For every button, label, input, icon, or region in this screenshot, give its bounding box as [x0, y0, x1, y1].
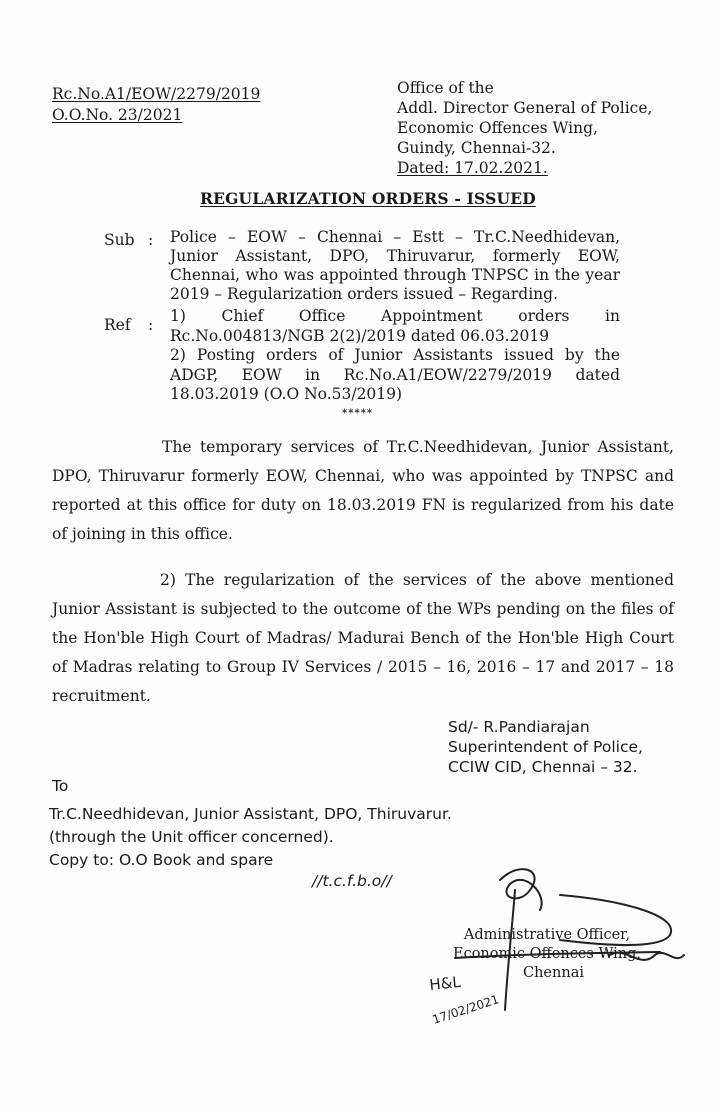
reference-item-2: 2) Posting orders of Junior Assistants issued by the ADGP, EOW in Rc.No.A1/EOW/2279/2019 dated 18.03.2019 (O.O No.53/2019)	[170, 346, 620, 403]
attestation-line: Economic Offences Wing,	[453, 946, 641, 962]
office-line: Addl. Director General of Police,	[397, 99, 653, 117]
handwritten-date: 17/02/2021	[430, 992, 501, 1027]
ref1-word: 1)	[170, 307, 186, 325]
office-order-number: O.O.No. 23/2021	[52, 106, 183, 124]
subject-text: Police – EOW – Chennai – Estt – Tr.C.Needhidevan, Junior Assistant, DPO, Thiruvarur, formerly EOW, Chennai, who was appointed through TNPSC in the year 2019 – Regularization orders issued – Regarding.	[170, 228, 620, 303]
recipient-addressee: Tr.C.Needhidevan, Junior Assistant, DPO, Thiruvarur.	[49, 805, 452, 823]
signature-loop	[560, 895, 671, 945]
recipient-through: (through the Unit officer concerned).	[49, 828, 334, 846]
reference-item-1-line2: Rc.No.004813/NGB 2(2)/2019 dated 06.03.2019	[170, 326, 550, 345]
subject-label: Sub	[104, 231, 135, 249]
body-paragraph: 2) The regularization of the services of the above mentioned Junior Assistant is subjected to the outcome of the WPs pending on the files of the Hon'ble High Court of Madras/ Madurai Bench of the Hon'ble High Court of Madras relating to Group IV Services / 2015 – 16, 2016 – 17 and 2017 – 18 recruitment.	[52, 571, 674, 705]
attestation-line: Administrative Officer,	[463, 927, 631, 943]
office-line: Guindy, Chennai-32.	[397, 139, 556, 157]
signatory-designation: Superintendent of Police,	[448, 738, 643, 756]
ref1-word: Chief	[221, 307, 264, 325]
true-copy-mark: //t.c.f.b.o//	[312, 872, 392, 890]
dated-line: Dated: 17.02.2021.	[397, 159, 548, 177]
attestation-line: Chennai	[523, 965, 584, 981]
ref1-word: orders	[518, 307, 570, 325]
copy-to: Copy to: O.O Book and spare	[49, 851, 274, 869]
reference-number: Rc.No.A1/EOW/2279/2019	[52, 85, 261, 103]
signatory-office: CCIW CID, Chennai – 32.	[448, 758, 638, 776]
signature-flourish	[610, 953, 684, 960]
signature-stem	[505, 890, 515, 1010]
separator-stars: *****	[342, 408, 374, 419]
reference-label: Ref	[104, 316, 131, 334]
to-label: To	[52, 777, 69, 795]
subject-colon: :	[148, 231, 154, 249]
ref1-word: Office	[298, 307, 346, 325]
office-line: Economic Offences Wing,	[397, 119, 598, 137]
body-paragraph: The temporary services of Tr.C.Needhidevan, Junior Assistant, DPO, Thiruvarur formerly EOW, Chennai, who was appointed by TNPSC and reported at this office for duty on 18.03.2019 FN is regularized from his date of joining in this office.	[52, 438, 674, 543]
signature-scrawl	[500, 869, 542, 910]
handwritten-initials: H&L	[428, 972, 462, 994]
ref1-word: in	[605, 307, 620, 325]
signatory-name: Sd/- R.Pandiarajan	[448, 718, 590, 736]
reference-colon: :	[148, 316, 154, 334]
document-title: REGULARIZATION ORDERS - ISSUED	[200, 189, 536, 208]
office-line: Office of the	[397, 79, 494, 97]
ref1-word: Appointment	[381, 307, 483, 325]
